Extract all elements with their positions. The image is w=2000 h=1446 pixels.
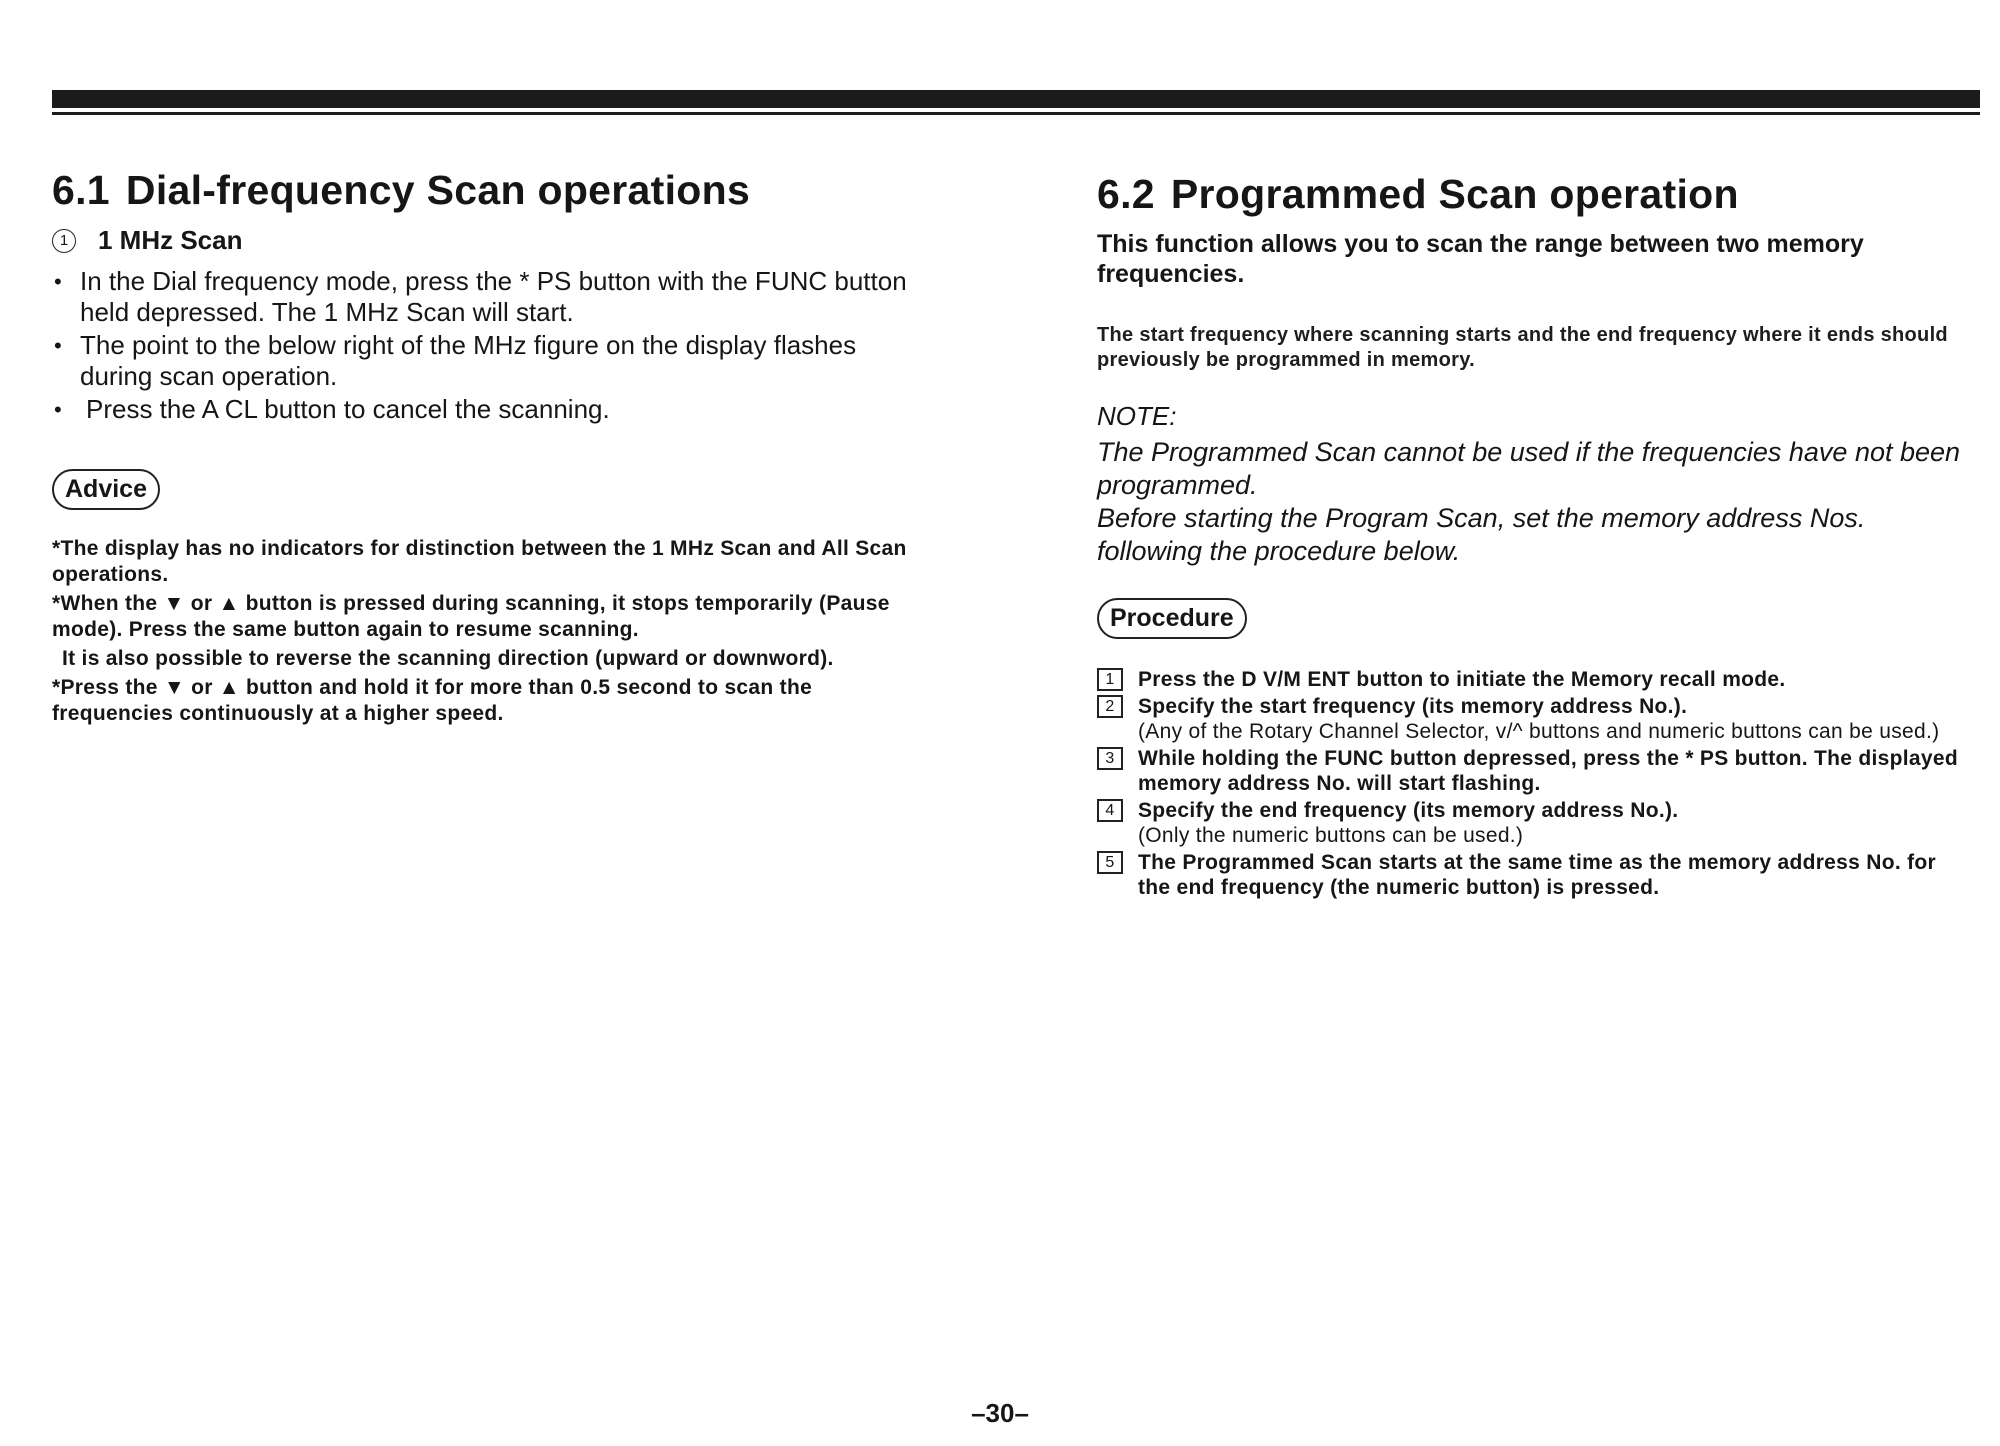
advice-item: It is also possible to reverse the scanning direction (upward or downword). — [62, 647, 834, 671]
procedure-label: Procedure — [1097, 598, 1247, 639]
list-item: • In the Dial frequency mode, press the * PS button with the FUNC button held depressed. The 1 MHz Scan will start. — [54, 266, 907, 328]
header-rule-thick — [52, 90, 1980, 108]
section-title — [1097, 172, 1967, 217]
note-line: Before starting the Program Scan, set the memory address Nos. following the procedure below. — [1097, 503, 1866, 567]
section-programmed-scan — [1097, 172, 1967, 902]
procedure-step — [1097, 798, 1967, 848]
step-text: Press the D V/M ENT button to initiate the Memory recall mode. — [1138, 668, 1786, 692]
bullet-icon: • — [54, 397, 62, 423]
note-label: NOTE: — [1097, 401, 1177, 432]
procedure-step — [1097, 667, 1967, 692]
procedure-step — [1097, 850, 1967, 900]
section-lead: This function allows you to scan the range between two memory frequencies. — [1097, 230, 1864, 289]
section-title-text: Dial-frequency Scan operations — [125, 167, 751, 213]
step-number-box: 1 — [1097, 668, 1123, 691]
bullet-icon: • — [54, 333, 62, 359]
advice-notes — [52, 536, 932, 727]
step-text: While holding the FUNC button depressed, press the * PS button. The displayed memory address No. will start flashing. — [1138, 747, 1958, 796]
step-number-box: 4 — [1097, 799, 1123, 822]
step-text: The Programmed Scan starts at the same time as the memory address No. for the end frequency (the numeric button) is pressed. — [1138, 851, 1936, 900]
step-number-box: 5 — [1097, 851, 1123, 874]
subheading-text: 1 MHz Scan — [98, 225, 243, 256]
step-text: Specify the start frequency (its memory address No.). — [1138, 695, 1688, 719]
list-item: • Press the A CL button to cancel the scanning. — [54, 394, 610, 425]
section-title — [52, 168, 932, 213]
section-description: The start frequency where scanning starts and the end frequency where it ends should previously be programmed in memory. — [1097, 324, 1948, 372]
advice-label: Advice — [52, 469, 160, 510]
section-number: 6.1 — [52, 167, 110, 213]
advice-item: *When the ▼ or ▲ button is pressed during scanning, it stops temporarily (Pause mode). Press the same button again to resume scanning. — [52, 592, 890, 642]
circled-number-icon: 1 — [52, 229, 76, 253]
step-text: Specify the end frequency (its memory address No.). — [1138, 799, 1679, 823]
advice-item: *The display has no indicators for distinction between the 1 MHz Scan and All Scan operations. — [52, 537, 907, 587]
note-line: The Programmed Scan cannot be used if the frequencies have not been programmed. — [1097, 437, 1961, 501]
bullet-icon: • — [54, 269, 62, 295]
section-title-text: Programmed Scan operation — [1170, 171, 1739, 217]
step-subtext: (Only the numeric buttons can be used.) — [1138, 824, 1524, 848]
subheading-1mhz-scan — [52, 225, 932, 256]
step-number-box: 3 — [1097, 747, 1123, 770]
list-item: • The point to the below right of the MHz figure on the display flashes during scan operation. — [54, 330, 857, 392]
page-number: –30– — [971, 1398, 1029, 1428]
procedure-step — [1097, 694, 1967, 744]
scan-instructions-list — [52, 266, 932, 425]
procedure-steps — [1097, 667, 1967, 900]
section-number: 6.2 — [1097, 171, 1155, 217]
step-subtext: (Any of the Rotary Channel Selector, v/^ buttons and numeric buttons can be used.) — [1138, 720, 1940, 744]
header-rule-thin — [52, 112, 1980, 115]
advice-item: *Press the ▼ or ▲ button and hold it for more than 0.5 second to scan the frequencies continuously at a higher speed. — [52, 676, 813, 726]
section-dial-frequency-scan — [52, 168, 932, 730]
step-number-box: 2 — [1097, 695, 1123, 718]
procedure-step — [1097, 746, 1967, 796]
